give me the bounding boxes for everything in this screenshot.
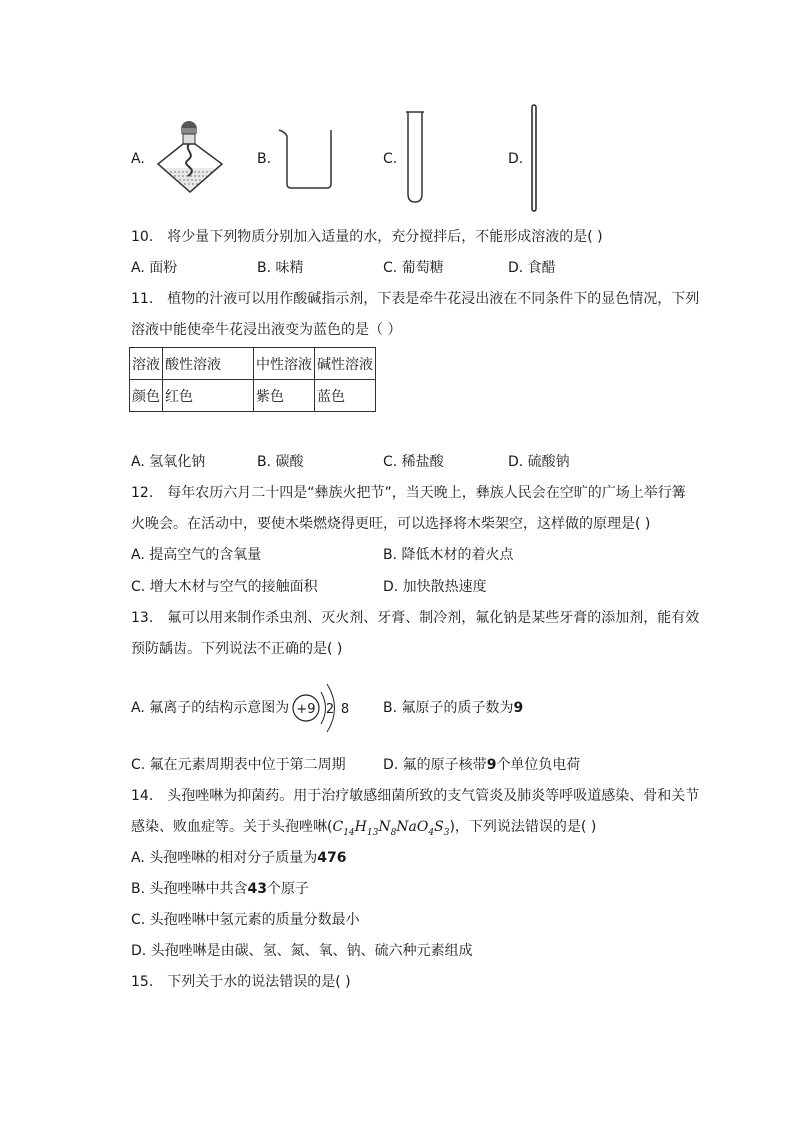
beaker-image xyxy=(276,126,336,192)
q14-option-b-num: 43 xyxy=(247,881,267,897)
alcohol-lamp-image xyxy=(150,118,230,198)
q13-number: 13. xyxy=(131,610,154,626)
q12-stem-line2: 火晚会。在活动中，要使木柴燃烧得更旺，可以选择将木柴架空，这样做的原理是( ) xyxy=(131,516,651,532)
q13-option-b xyxy=(383,698,523,718)
q15-text: 下列关于水的说法错误的是( ) xyxy=(167,974,351,990)
formula-element: Na xyxy=(396,819,417,835)
q12-option-d: D. 加快散热速度 xyxy=(383,579,487,595)
q14-option-b-text: B. 头孢唑啉中共含 xyxy=(131,881,248,897)
q11-option-c: C. 稀盐酸 xyxy=(383,454,444,470)
fluoride-ion-structure-diagram xyxy=(290,674,360,742)
q10-number: 10. xyxy=(131,229,154,245)
table-cell: 红色 xyxy=(163,380,254,412)
q14-stem-line1 xyxy=(131,786,699,806)
formula-element: H xyxy=(354,819,367,835)
q12-stem-line1 xyxy=(131,483,686,503)
q14-option-b xyxy=(131,879,309,899)
q10-option-d: D. 食醋 xyxy=(508,260,556,276)
q13-option-a: A. 氟离子的结构示意图为 xyxy=(131,700,290,716)
q13-option-d-num: 9 xyxy=(486,757,497,773)
q13-option-c: C. 氟在元素周期表中位于第二周期 xyxy=(131,757,346,773)
q9-option-d-label: D. xyxy=(508,151,524,167)
glass-rod-image xyxy=(528,103,540,213)
q11-option-a: A. 氢氧化钠 xyxy=(131,454,206,470)
formula-element: N xyxy=(378,819,391,835)
q14-option-a-text: A. 头孢唑啉的相对分子质量为 xyxy=(131,850,318,866)
cefazolin-formula xyxy=(332,819,450,838)
q13-stem-line2: 预防龋齿。下列说法不正确的是( ) xyxy=(131,641,343,657)
formula-subscript: 8 xyxy=(390,827,397,838)
q14-text-2-suffix: )，下列说法错误的是( ) xyxy=(449,819,597,835)
q10-option-a: A. 面粉 xyxy=(131,260,178,276)
q14-option-a-num: 476 xyxy=(317,850,347,866)
q12-option-c: C. 增大木材与空气的接触面积 xyxy=(131,579,318,595)
table-row xyxy=(130,380,376,412)
formula-subscript: 14 xyxy=(343,827,355,838)
q13-text-1: 氟可以用来制作杀虫剂、灭火剂、牙膏、制冷剂，氟化钠是某些牙膏的添加剂，能有效 xyxy=(167,610,700,626)
shell-2-count: 8 xyxy=(340,702,350,717)
table-cell: 紫色 xyxy=(254,380,315,412)
q14-number: 14. xyxy=(131,788,154,804)
q10-stem xyxy=(131,227,603,247)
q14-text-1: 头孢唑啉为抑菌药。用于治疗敏感细菌所致的支气管炎及肺炎等呼吸道感染、骨和关节 xyxy=(167,788,700,804)
q14-stem-line2 xyxy=(131,817,596,843)
q14-option-d: D. 头孢唑啉是由碳、氢、氮、氧、钠、硫六种元素组成 xyxy=(131,943,473,959)
nucleus-charge: +9 xyxy=(296,702,316,717)
formula-subscript: 4 xyxy=(428,827,435,838)
q13-stem-line1 xyxy=(131,608,699,628)
q11-option-d: D. 硫酸钠 xyxy=(508,454,570,470)
q12-number: 12. xyxy=(131,485,154,501)
table-cell: 溶液 xyxy=(130,348,163,380)
q11-stem-line2: 溶液中能使牵牛花浸出液变为蓝色的是（ ） xyxy=(131,322,402,338)
q12-option-b: B. 降低木材的着火点 xyxy=(383,547,514,563)
q11-option-b: B. 碳酸 xyxy=(257,454,304,470)
q14-text-2: 感染、败血症等。关于头孢唑啉( xyxy=(131,819,333,835)
q11-text-1: 植物的汁液可以用作酸碱指示剂，下表是牵牛花浸出液在不同条件下的显色情况，下列 xyxy=(167,291,700,307)
q12-option-a: A. 提高空气的含氧量 xyxy=(131,547,262,563)
formula-element: S xyxy=(434,819,444,835)
table-cell: 蓝色 xyxy=(315,380,376,412)
q11-number: 11. xyxy=(131,291,154,307)
q14-option-b-suffix: 个原子 xyxy=(267,881,309,897)
q10-text: 将少量下列物质分别加入适量的水，充分搅拌后，不能形成溶液的是( ) xyxy=(167,229,603,245)
q15-number: 15. xyxy=(131,974,154,990)
indicator-color-table xyxy=(129,347,376,412)
formula-element: O xyxy=(416,819,429,835)
table-cell: 颜色 xyxy=(130,380,163,412)
q13-option-b-text: B. 氟原子的质子数为 xyxy=(383,700,514,716)
q13-option-b-num: 9 xyxy=(513,700,524,716)
formula-subscript: 13 xyxy=(366,827,379,838)
q9-option-b-label: B. xyxy=(257,151,272,167)
q10-option-c: C. 葡萄糖 xyxy=(383,260,444,276)
test-tube-image xyxy=(400,110,430,206)
electron-shell-1 xyxy=(321,692,326,724)
formula-element: C xyxy=(332,819,344,835)
q12-text-1: 每年农历六月二十四是“彝族火把节”，当天晚上，彝族人民会在空旷的广场上举行篝 xyxy=(167,485,686,501)
shell-1-count: 2 xyxy=(325,702,335,717)
q14-option-a xyxy=(131,848,346,868)
table-row xyxy=(130,348,376,380)
q13-option-d-text: D. 氟的原子核带 xyxy=(383,757,487,773)
q14-option-c: C. 头孢唑啉中氢元素的质量分数最小 xyxy=(131,912,360,928)
q9-option-c-label: C. xyxy=(383,151,398,167)
q11-stem-line1 xyxy=(131,289,699,309)
table-cell: 中性溶液 xyxy=(254,348,315,380)
table-cell: 酸性溶液 xyxy=(163,348,254,380)
table-cell: 碱性溶液 xyxy=(315,348,376,380)
q10-option-b: B. 味精 xyxy=(257,260,304,276)
q15-stem xyxy=(131,972,351,992)
q13-option-d-suffix: 个单位负电荷 xyxy=(496,757,581,773)
q9-option-a-label: A. xyxy=(131,151,145,167)
q13-option-d xyxy=(383,755,580,775)
formula-subscript: 3 xyxy=(443,827,450,838)
